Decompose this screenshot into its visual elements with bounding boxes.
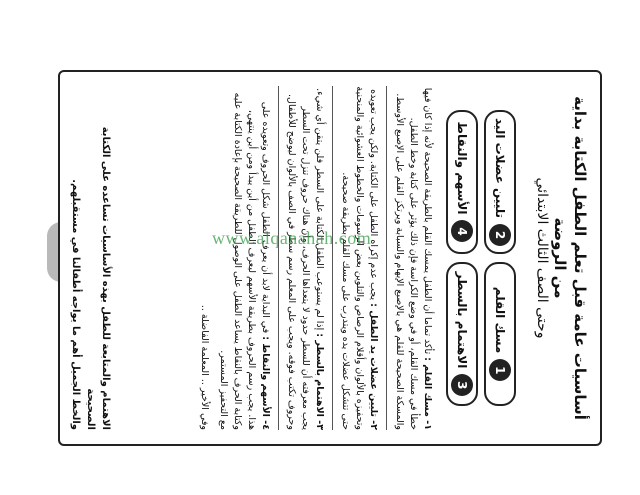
- document-card: [58, 70, 602, 446]
- footer-line: الاهتمام والمتابعة للطفل بهذه الأساسيات تساعده على الكتابة الصحيحة: [85, 126, 111, 430]
- page-title: أساسيات عامة قبل تعلم الطفل الكتابة بداية من الروضة: [551, 96, 589, 420]
- section-hand-muscles: [338, 86, 380, 430]
- section-heading: ٤- الأسهم والنقاط :: [260, 336, 271, 430]
- section-pen-grip: [392, 86, 434, 430]
- divider: [386, 86, 387, 430]
- skill-number: 3: [451, 374, 473, 396]
- section-text: يجب عدم إكراه الطفل على الكتابة. ولكن يجب تعويده وتحفيزه بالألوان وأقلام الرصاص والتلوين بعض الرسومات والخطوط العشوائية والمنحنية حتى تتشكل عضلات يده ويتدرب على مسك القلم بطريقة صحيحة.: [340, 86, 379, 430]
- section-arrows-dots: [216, 86, 272, 430]
- watermark: www.alqanahah.com: [212, 228, 372, 248]
- section-text: في البداية لابد أن يعرف الطفل شكل الحروف وتعويده على هذا. يجب رسم الحروف بطريقة الأسهم ليعرف الطفل من أين يبدأ ومن أين ينتهي، وكتابة الحرف بالنقاط يساعد الطفل على الوصول للطريقة الصحيحة بإعادة الكتابة عليه مع التحفيز المستمر.: [218, 92, 271, 430]
- skill-badge-1: [484, 262, 516, 406]
- page-subtitle: وحتى الصف الثالث الابتدائي: [534, 177, 550, 339]
- skill-label: الاهتمام بالسطر: [455, 271, 469, 369]
- section-heading: ٢- تليين عضلات يد الطفل :: [368, 303, 379, 430]
- skill-number: 2: [489, 224, 511, 246]
- skill-label: الأسهم والنقاط: [455, 121, 469, 215]
- section-line-care: [284, 86, 326, 430]
- section-heading: ٣- الاهتمام بالسطر :: [314, 333, 325, 430]
- section-text: إذا لم يستوعب الطفل الكتابة على السطر فلن يتقن أي شيء. يجب معرفته أن للسطر حدود لا يتعداها الحرف، وأن هناك حروف تنزل تحت السطر وحروف تكتب فوقه. ويجب على المعلم رسم سطر في الصف بالألوان ليوضح للأطفال.: [286, 88, 325, 430]
- rotated-content: [60, 72, 600, 444]
- skill-number: 1: [489, 359, 511, 381]
- closing-note: وفي الأخير .. المعلمة الفاضلة ..: [199, 304, 210, 430]
- footer-note: [68, 86, 113, 430]
- skill-label: مسك القلم: [493, 286, 507, 354]
- section-text: تأكد تماما أن الطفل يمسك القلم بالطريقة الصحيحة لأنه إذا كان فيها خطأ في مسك القلم، أو في وضع الكراسة فإن ذلك يؤثر على كتابة وخط الطفل. والمسكة الصحيحة للقلم هي بالإصبع الإبهام والسبابة ويرتكز القلم على الإصبع الأوسط.: [394, 87, 433, 430]
- instructions-body: [192, 86, 434, 430]
- skill-badge-2: [484, 110, 516, 254]
- divider: [332, 86, 333, 430]
- skill-badge-4: [446, 110, 478, 254]
- skill-number: 4: [451, 220, 473, 242]
- skills-grid: [442, 110, 522, 406]
- section-heading: ١- مسك القلم :: [422, 357, 433, 430]
- skill-badge-3: [446, 262, 478, 406]
- footer-line: والخط الجميل أهم ما يواجه أطفالنا في مستقبلهم.: [70, 179, 81, 430]
- divider: [278, 86, 279, 430]
- skill-label: تليين عضلات اليد: [493, 118, 507, 218]
